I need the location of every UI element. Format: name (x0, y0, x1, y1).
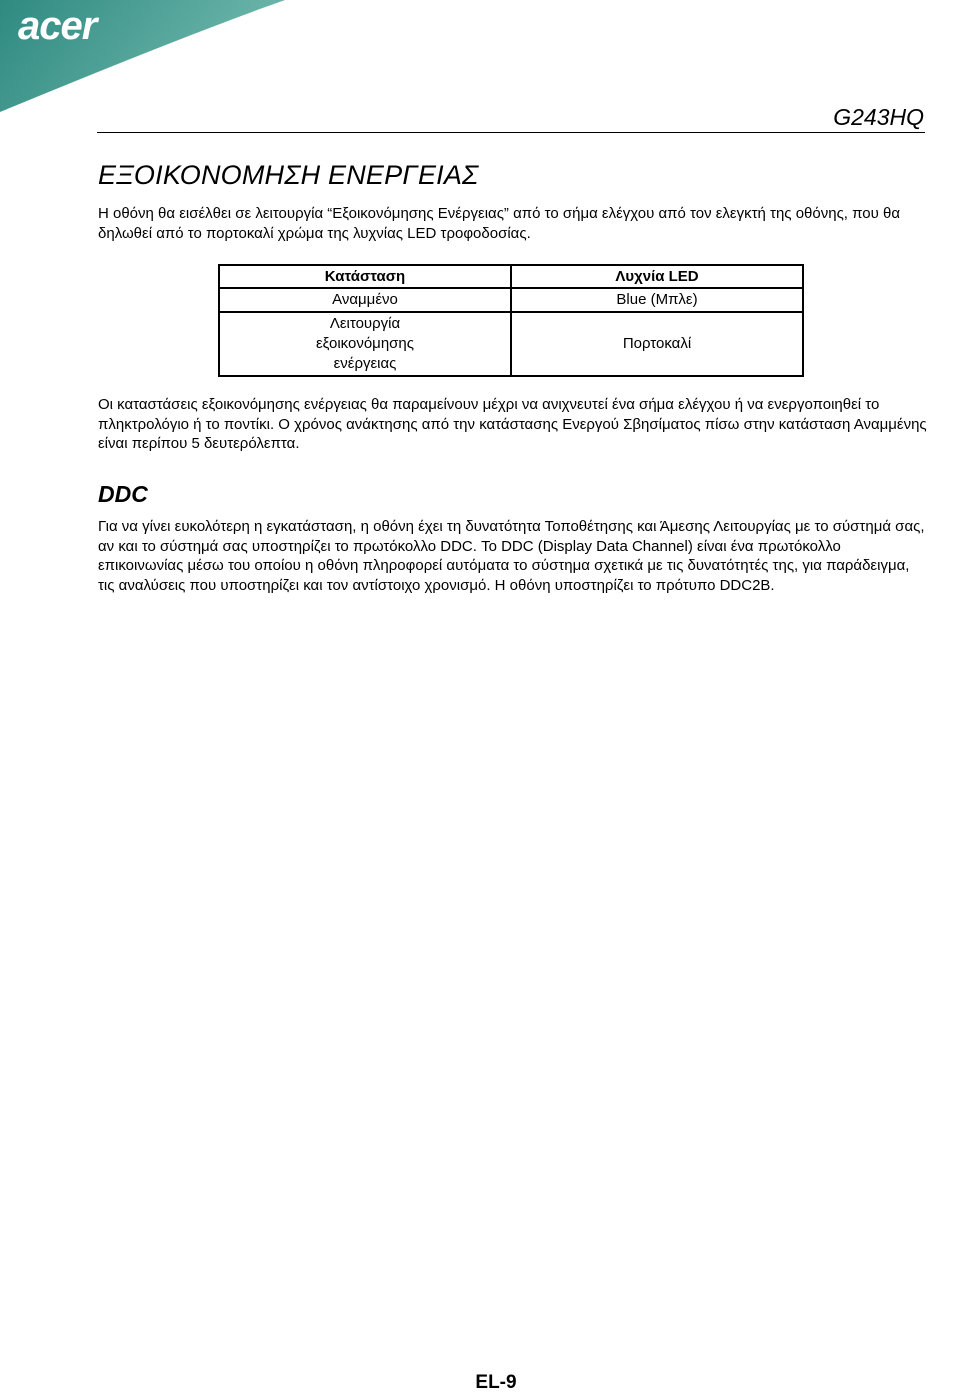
header-state: Κατάσταση (219, 265, 511, 288)
state-line-2: εξοικονόμησης (316, 335, 414, 352)
header-divider (97, 132, 925, 133)
table-row (219, 312, 803, 376)
acer-logo-banner (0, 0, 300, 115)
led-blue: Blue (Μπλε) (511, 288, 803, 312)
state-power-saving (219, 312, 511, 376)
power-saving-note: Οι καταστάσεις εξοικονόμησης ενέργειας θα παραμείνουν μέχρι να ανιχνευτεί ένα σήμα ελέγχου ή να ενεργοποιηθεί το πληκτρολόγιο ή το ποντίκι. Ο χρόνος ανάκτησης από την κατάστασης Ενεργού Σβησίματος πίσω στην κατάσταση Αναμμένης είναι περίπου 5 δευτερόλεπτα. (98, 396, 927, 452)
state-line-1: Λειτουργία (329, 315, 401, 332)
power-saving-intro: Η οθόνη θα εισέλθει σε λειτουργία “Εξοικονόμησης Ενέργειας” από το σήμα ελέγχου από τον ελεγκτή της οθόνης, που θα δηλωθεί από το πορτοκαλί χρώμα της λυχνίας LED τροφοδοσίας. (98, 205, 901, 242)
led-status-table (218, 264, 804, 377)
state-on-label: Αναμμένο (332, 291, 398, 308)
model-number: G243HQ (833, 104, 924, 130)
power-saving-title: ΕΞΟΙΚΟΝΟΜΗΣΗ ΕΝΕΡΓΕΙΑΣ (98, 160, 479, 190)
state-line-3: ενέργειας (333, 355, 397, 372)
led-orange: Πορτοκαλί (511, 312, 803, 376)
header-led: Λυχνία LED (511, 265, 803, 288)
ddc-text: Για να γίνει ευκολότερη η εγκατάσταση, η οθόνη έχει τη δυνατότητα Τοποθέτησης και Άμεσης Λειτουργίας με το σύστημά σας, αν και το σύστημά σας υποστηρίζει το πρωτόκολλο DDC. Το DDC (Display Data Channel) είναι ένα πρωτόκολλο επικοινωνίας μέσω του οποίου η οθόνη πληροφορεί αυτόματα το σύστημα σχετικά με τις δυνατότητές της, για παράδειγμα, τις αναλύσεις που υποστηρίζει και τον αντίστοιχο χρονισμό. Η οθόνη υποστηρίζει το πρότυπο DDC2B. (98, 518, 925, 594)
page-number: EL-9 (475, 1372, 517, 1393)
ddc-title: DDC (98, 481, 148, 507)
table-row (219, 288, 803, 312)
brand-logo: acer (18, 4, 97, 48)
state-on (219, 288, 511, 312)
table-header-row (219, 265, 803, 288)
